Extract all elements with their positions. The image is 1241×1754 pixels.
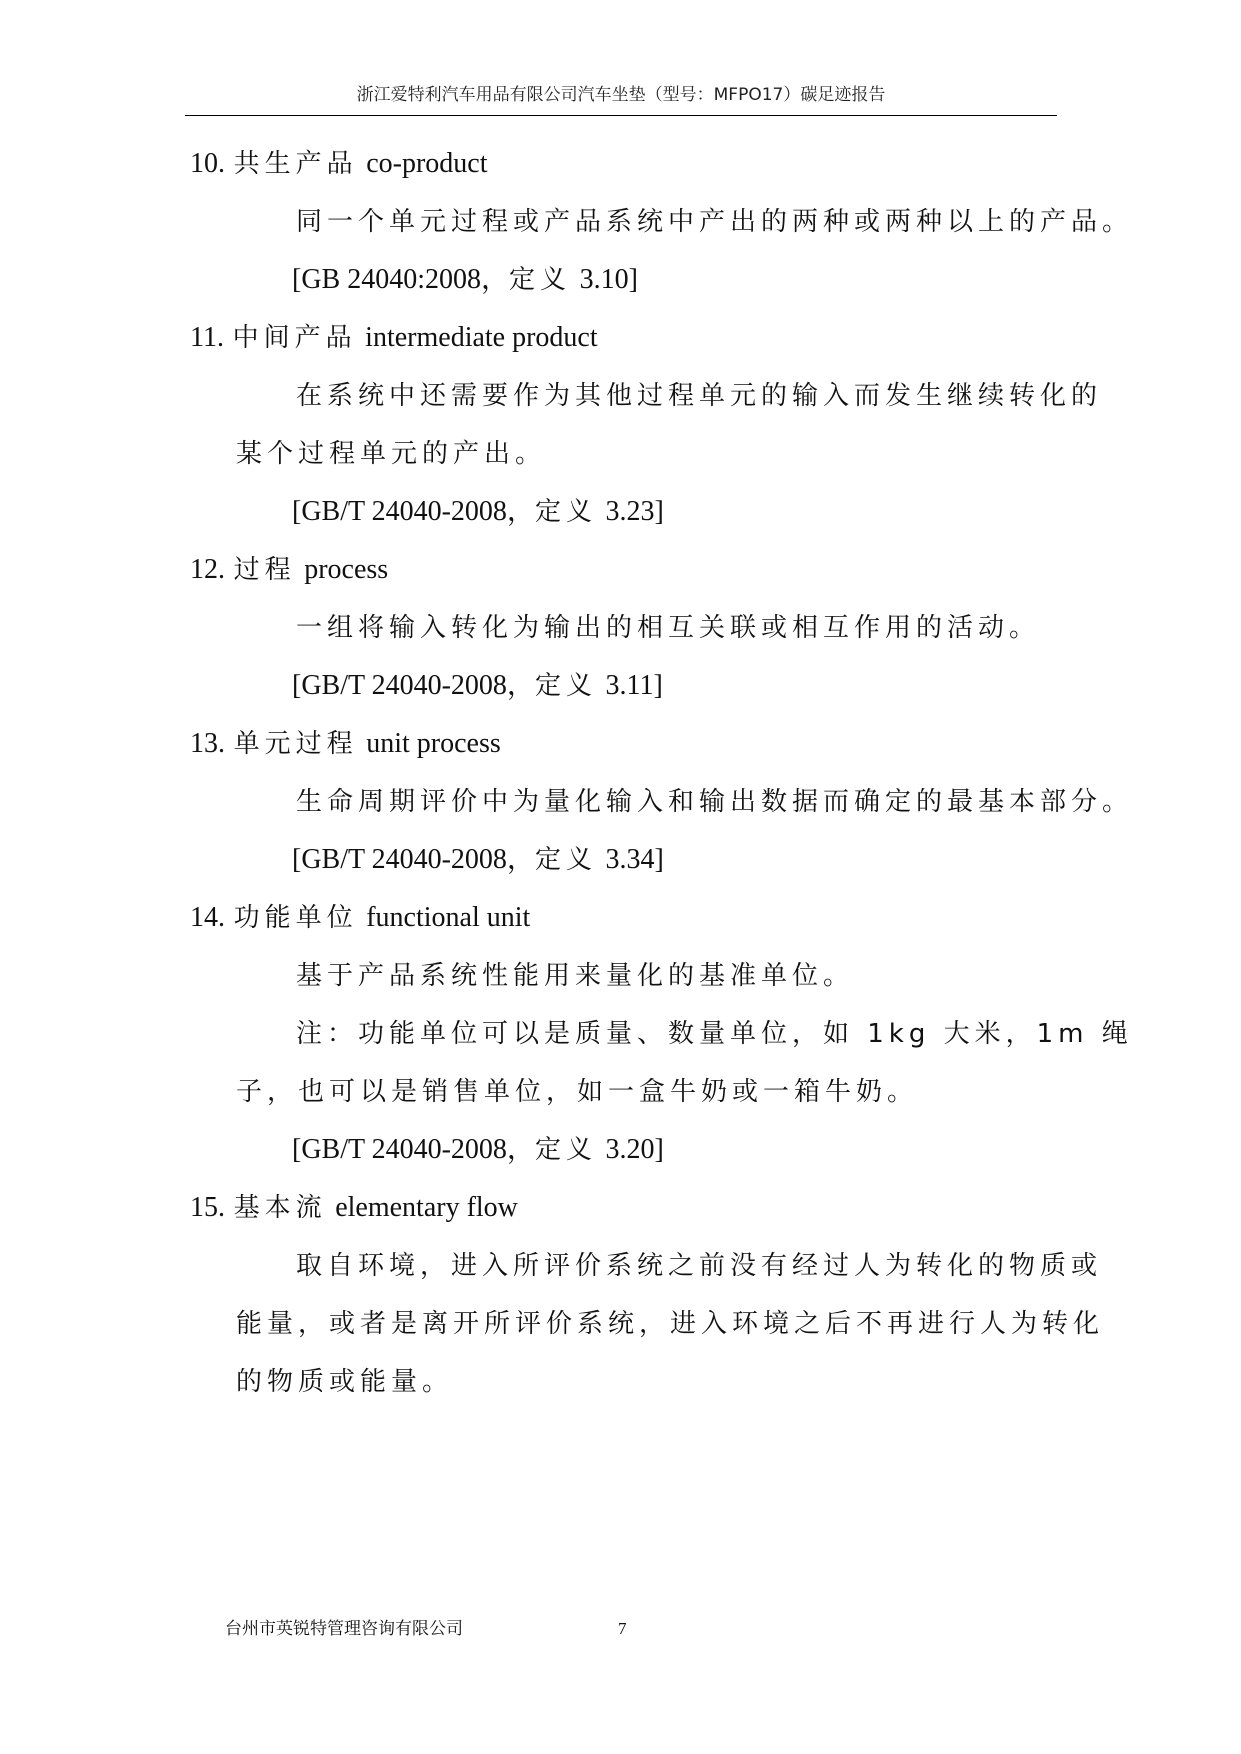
definition-line: 一组将输入转化为输出的相互关联或相互作用的活动。	[296, 613, 1041, 643]
definition-line: 生命周期评价中为量化输入和输出数据而确定的最基本部分。	[296, 787, 1134, 817]
term-heading	[190, 146, 488, 182]
reference-source: [GB/T 24040-2008，	[292, 670, 535, 701]
note-line: 子，也可以是销售单位，如一盒牛奶或一箱牛奶。	[236, 1077, 919, 1107]
term-en: functional unit	[366, 902, 531, 933]
term-zh: 共生产品	[233, 149, 358, 179]
header-title: 浙江爱特利汽车用品有限公司汽车坐垫（型号：MFPO17）碳足迹报告	[356, 85, 886, 105]
definition-line: 能量，或者是离开所评价系统，进入环境之后不再进行人为转化	[236, 1309, 1105, 1339]
term-en: process	[304, 554, 389, 585]
definition-line: 在系统中还需要作为其他过程单元的输入而发生继续转化的	[296, 381, 1103, 411]
term-number: 10.	[190, 148, 225, 179]
reference	[292, 1132, 664, 1168]
term-heading	[190, 320, 598, 356]
reference-label: 定义	[534, 671, 597, 701]
term-zh: 功能单位	[233, 903, 358, 933]
header-divider	[185, 115, 1057, 116]
definition-line: 同一个单元过程或产品系统中产出的两种或两种以上的产品。	[296, 207, 1134, 237]
definition-line: 某个过程单元的产出。	[236, 439, 547, 469]
reference-source: [GB 24040:2008，	[292, 264, 510, 295]
reference-source: [GB/T 24040-2008，	[292, 844, 535, 875]
term-zh: 中间产品	[232, 323, 357, 353]
term-zh: 过程	[233, 555, 296, 585]
term-number: 14.	[190, 902, 225, 933]
reference	[292, 262, 638, 298]
reference-value: 3.11]	[605, 670, 663, 701]
term-number: 15.	[190, 1192, 225, 1223]
definition-line: 的物质或能量。	[236, 1367, 454, 1397]
reference-label: 定义	[509, 265, 572, 295]
term-en: unit process	[366, 728, 501, 759]
term-en: intermediate product	[365, 322, 598, 353]
term-heading	[190, 1190, 518, 1226]
definition-line: 基于产品系统性能用来量化的基准单位。	[296, 961, 855, 991]
reference-source: [GB/T 24040-2008，	[292, 496, 535, 527]
term-zh: 基本流	[233, 1193, 327, 1223]
reference-label: 定义	[534, 497, 597, 527]
reference-source: [GB/T 24040-2008，	[292, 1134, 535, 1165]
reference-label: 定义	[534, 1135, 597, 1165]
reference	[292, 842, 664, 878]
reference-value: 3.20]	[605, 1134, 664, 1165]
term-number: 12.	[190, 554, 225, 585]
term-en: elementary flow	[335, 1192, 518, 1223]
reference-value: 3.23]	[605, 496, 664, 527]
page-number: 7	[618, 1619, 627, 1638]
term-en: co-product	[366, 148, 488, 179]
term-zh: 单元过程	[233, 729, 358, 759]
definition-line: 取自环境，进入所评价系统之前没有经过人为转化的物质或	[296, 1251, 1103, 1281]
term-heading	[190, 552, 388, 588]
note-line: 注：功能单位可以是质量、数量单位，如 1kg 大米，1m 绳	[296, 1019, 1133, 1049]
reference	[292, 668, 663, 704]
term-number: 11.	[190, 322, 224, 353]
reference-value: 3.10]	[579, 264, 638, 295]
term-heading	[190, 900, 530, 936]
reference	[292, 494, 664, 530]
footer-company: 台州市英锐特管理咨询有限公司	[225, 1619, 463, 1639]
term-heading	[190, 726, 501, 762]
reference-label: 定义	[534, 845, 597, 875]
term-number: 13.	[190, 728, 225, 759]
reference-value: 3.34]	[605, 844, 664, 875]
